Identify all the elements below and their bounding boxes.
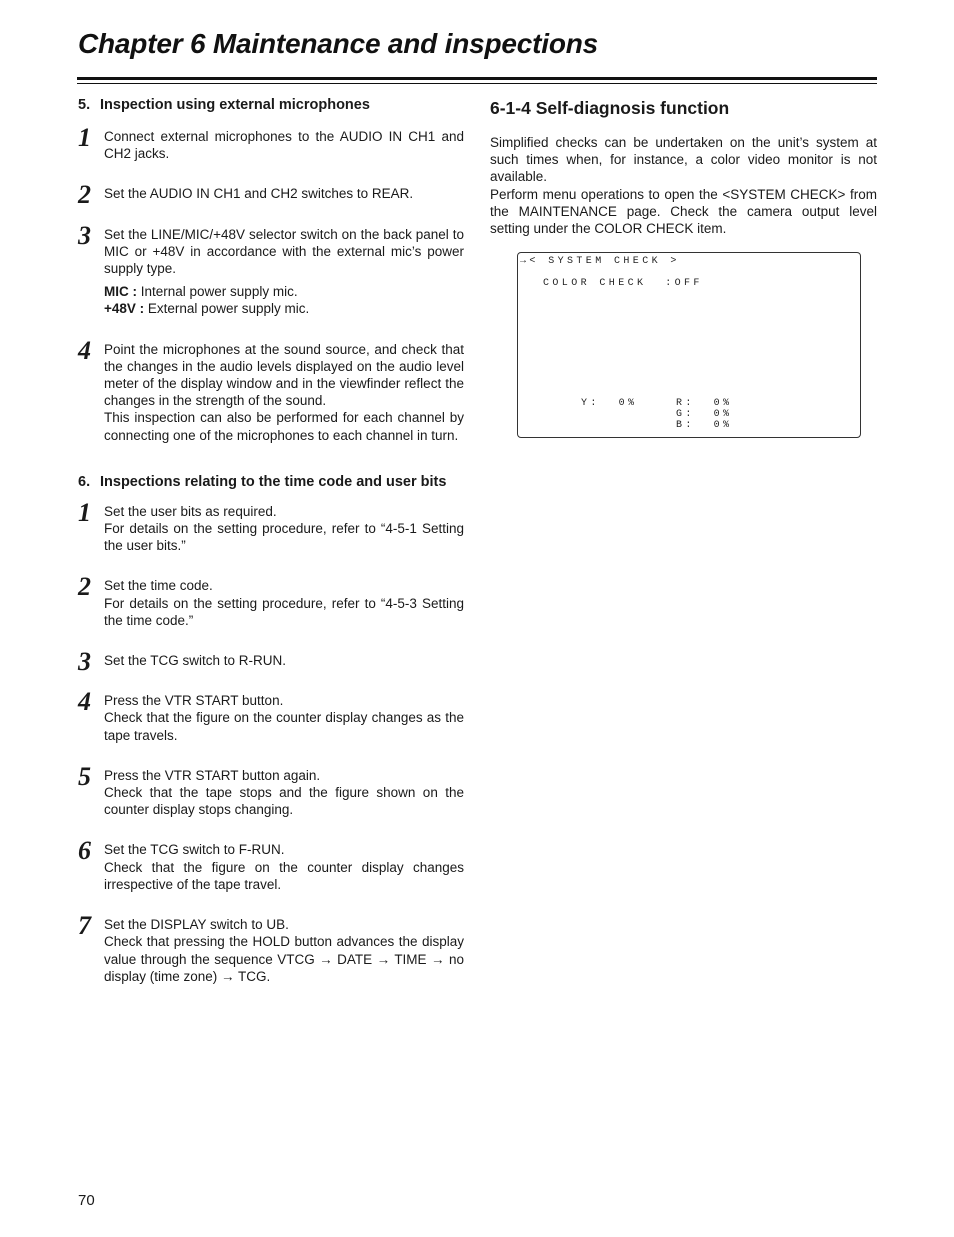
header-rule-thick [77,77,877,80]
step-text: Check that pressing the HOLD button advances the display value through the sequence VTCG → DATE → TIME → no display (time zone) → TCG. [104,934,464,984]
step-item [78,911,464,985]
step-item [78,647,464,677]
page-number: 70 [78,1192,95,1209]
power-type-definition [104,300,464,317]
step-text: Set the AUDIO IN CH1 and CH2 switches to REAR. [104,186,414,202]
step-text: Set the LINE/MIC/+48V selector switch on the back panel to MIC or +48V in accordance with the external mic’s power supply type. [104,226,464,277]
section-6-number: 6. [78,473,91,490]
section-6-heading [78,473,464,492]
step-text: Set the user bits as required. [104,503,277,519]
definition-term: MIC : [104,284,137,300]
y-level-readout: Y: 0% [581,398,638,409]
step-item [78,836,464,893]
step-number: 6 [78,836,91,866]
step-text: Point the microphones at the sound source, and check that the changes in the audio levels displayed on the audio level meter of the display window and in the viewfinder reflect the changes in the strength of the sound. [104,341,464,409]
step-text: Press the VTR START button again. [104,767,321,783]
color-check-line: COLOR CHECK :OFF [543,278,703,289]
g-level-readout: G: 0% [676,409,733,420]
step-item [78,497,464,555]
step-text: For details on the setting procedure, refer to “4-5-1 Setting the user bits.” [104,521,464,554]
section-5-number: 5. [78,97,91,113]
step-number: 1 [78,497,91,527]
step-item [78,123,464,162]
header-rule-thin [77,83,877,84]
self-diagnosis-body [490,134,877,237]
section-5-title: Inspection using external microphones [100,97,370,113]
definition-term: +48V : [104,301,145,317]
step-item [78,572,464,629]
step-number: 5 [78,761,91,791]
definition-desc: External power supply mic. [144,301,310,317]
r-level-readout: R: 0% [676,398,733,409]
step-item [78,687,464,744]
section-5-heading [78,96,464,115]
step-text: Set the TCG switch to F-RUN. [104,842,285,858]
left-column [78,96,464,985]
step-number: 3 [78,220,91,250]
step-item [78,220,464,318]
self-diagnosis-heading: 6-1-4 Self-diagnosis function [490,98,730,118]
step-text: Check that the figure on the counter display changes as the tape travels. [104,710,464,743]
step-text: Check that the figure on the counter display changes irrespective of the tape travel. [104,859,464,892]
step-number: 2 [78,180,91,210]
step-number: 4 [78,335,91,365]
step-text: Check that the tape stops and the figure shown on the counter display stops changing. [104,785,464,818]
chapter-title: Chapter 6 Maintenance and inspections [78,28,599,59]
section-6-title: Inspections relating to the time code and user bits [100,473,447,490]
b-level-readout: B: 0% [676,420,733,431]
step-text: Press the VTR START button. [104,693,284,709]
right-column [490,96,877,237]
step-text: For details on the setting procedure, refer to “4-5-3 Setting the time code.” [104,595,464,628]
step-number: 1 [78,123,91,152]
definition-desc: Internal power supply mic. [137,284,298,300]
step-number: 4 [78,687,91,717]
system-check-screen [517,252,861,438]
section-5-steps [78,123,464,444]
step-text: Set the DISPLAY switch to UB. [104,917,289,933]
step-text: Connect external microphones to the AUDIO IN CH1 and CH2 jacks. [104,129,464,162]
step-number: 2 [78,572,91,602]
step-text: Set the time code. [104,578,213,594]
step-text: Set the TCG switch to R-RUN. [104,653,287,669]
body-paragraph: Simplified checks can be undertaken on the unit’s system at such times when, for instance, a color video monitor is not available. [490,135,877,185]
step-item [78,761,464,819]
body-paragraph: Perform menu operations to open the <SYSTEM CHECK> from the MAINTENANCE page. Check the camera output level setting under the COLOR CHECK item. [490,186,877,237]
step-item [78,335,464,444]
section-6-steps [78,497,464,985]
step-number: 7 [78,911,91,941]
step-text: This inspection can also be performed for each channel by connecting one of the microphones to each channel in turn. [104,410,464,443]
step-number: 3 [78,647,91,677]
power-type-definition [104,283,464,300]
step-item [78,180,464,210]
screen-title-line: →< SYSTEM CHECK > [520,256,680,267]
